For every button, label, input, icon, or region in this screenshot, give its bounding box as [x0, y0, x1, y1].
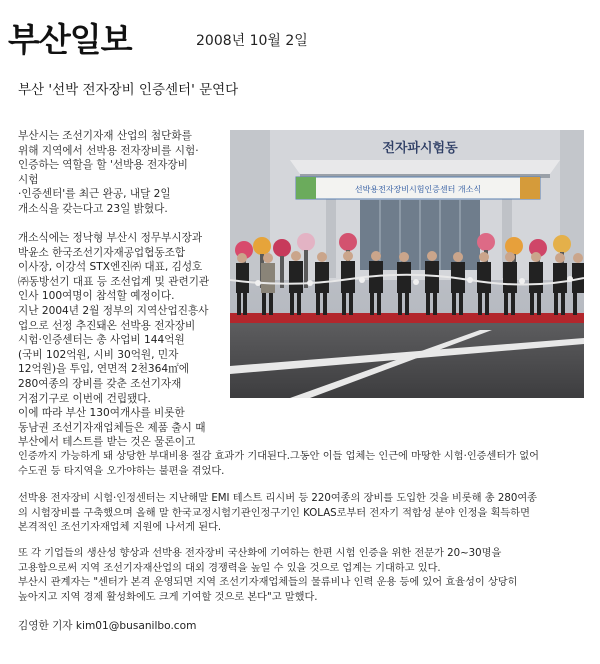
- publication-date: 2008년 10월 2일: [196, 33, 308, 49]
- text-line: (국비 102억원, 시비 30억원, 민자: [18, 348, 179, 361]
- text-line: 수도권 등 타지역을 오가야하는 불편을 겪었다.: [18, 465, 225, 477]
- text-line: 이사장, 이강석 STX엔진㈜ 대표, 김성호: [18, 261, 203, 274]
- text-line: 선박용 전자장비 시험·인정센터는 지난해말 EMI 테스트 리시버 등 220여종의 장비를 도입한 것을 비롯해 총 280여종: [18, 493, 538, 504]
- text-line: 시험·인증센터는 총 사업비 144억원: [18, 334, 185, 347]
- text-line: 부산시는 조선기자재 산업의 첨단화를: [18, 130, 192, 142]
- text-line: ㈜동방선기 대표 등 조선업계 및 관련기관: [18, 275, 210, 288]
- text-line: 인증까지 가능하게 돼 상당한 부대비용 절감 효과가 기대된다.그동안 이들 업체는 인근에 마땅한 시험·인증센터가 없어: [18, 451, 539, 462]
- paragraph-full-2: [18, 492, 537, 536]
- ceremony-photo-drawing: [230, 130, 584, 398]
- headline: 부산 '선박 전자장비 인증센터' 문연다: [18, 82, 239, 98]
- text-line: 높아지고 지역 경제 활성화에도 크게 기여할 것으로 본다"고 말했다.: [18, 591, 318, 603]
- text-line: 또 각 기업들의 생산성 향상과 선박용 전자장비 국산화에 기여하는 한편 시험 인증을 위한 전문가 20~30명을: [18, 548, 502, 559]
- text-line: 개소식을 갖는다고 23일 밝혔다.: [18, 202, 168, 215]
- text-line: 본격적인 조선기자재업체 지원에 나서게 된다.: [18, 522, 222, 534]
- text-line: 12억원)을 투입, 연면적 2천364㎡에: [18, 363, 189, 376]
- paragraph-full-3: [18, 547, 517, 605]
- text-line: 인사 100여명이 참석할 예정이다.: [18, 290, 175, 303]
- text-line: 부산시 관계자는 "센터가 본격 운영되면 지역 조선기자재업체들의 물류비나 인력 운용 등에 있어 효율성이 상당히: [18, 577, 518, 589]
- building-sign-text: 전자파시험동: [382, 141, 458, 156]
- text-line: 업으로 선정 추진돼온 선박용 전자장비: [18, 319, 196, 332]
- text-line: 의 시험장비를 구축했으며 올해 말 한국교정시험기관인정구기인 KOLAS로부터 전자기 적합성 분야 인정을 획득하면: [18, 507, 530, 519]
- text-line: ·인증센터'를 최근 완공, 내달 2일: [18, 188, 171, 201]
- text-line: 280여종의 장비를 갖춘 조선기자재: [18, 377, 182, 390]
- byline: 김영한 기자 kim01@busanilbo.com: [18, 620, 197, 632]
- text-line: 박윤소 한국조선기자재공업협동조합: [18, 246, 186, 259]
- text-line: 시험: [18, 173, 39, 186]
- paragraph-intro: [18, 129, 199, 217]
- text-line: 부산에서 테스트를 받는 것은 물론이고: [18, 436, 196, 449]
- text-line: 위해 지역에서 선박용 전자장비를 시험·: [18, 144, 199, 157]
- banner-text: 선박용전자장비시험인증센터 개소식: [354, 185, 482, 194]
- paragraph-full-1: [18, 450, 539, 479]
- masthead: 부산일보: [8, 20, 132, 59]
- text-line: 개소식에는 정낙형 부산시 정무부시장과: [18, 232, 203, 244]
- text-line: 이에 따라 부산 130여개사를 비롯한: [18, 407, 185, 420]
- text-line: 고용함으로써 지역 조선기자재산업의 대외 경쟁력을 높일 수 있을 것으로 업계는 기대하고 있다.: [18, 562, 441, 574]
- text-line: 인증하는 역할을 할 '선박용 전자장비: [18, 159, 188, 172]
- paragraph-ceremony: [18, 231, 209, 450]
- text-line: 동남권 조선기자재업체들은 제품 출시 때: [18, 421, 206, 434]
- ceremony-photo: [230, 130, 584, 398]
- text-line: 지난 2004년 2월 정부의 지역산업진흥사: [18, 304, 209, 317]
- text-line: 거점기구로 이번에 건립됐다.: [18, 392, 151, 405]
